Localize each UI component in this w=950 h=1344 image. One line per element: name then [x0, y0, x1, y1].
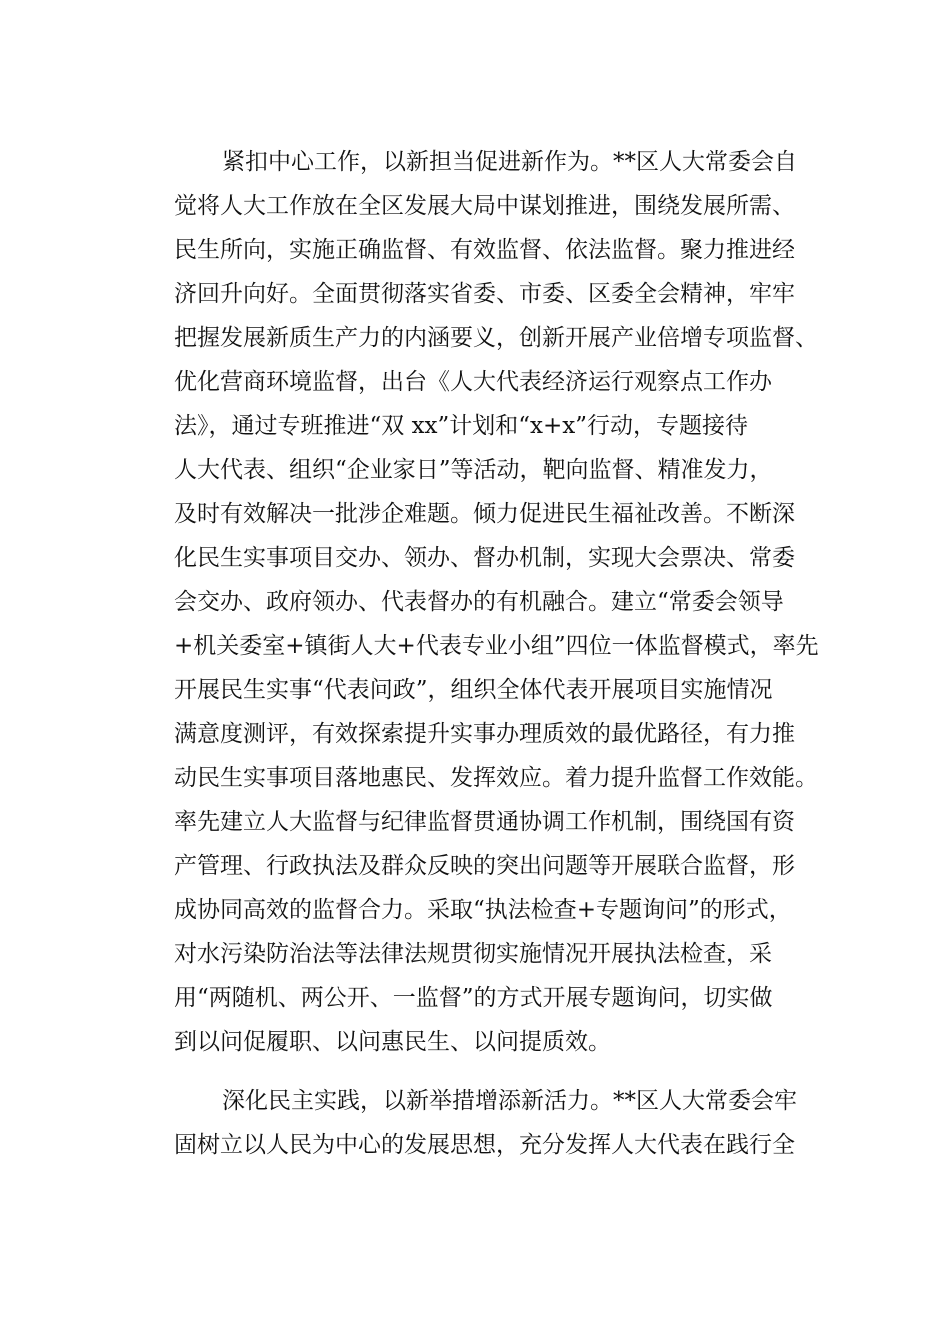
paragraph-line: 深化民主实践，以新举措增添新活力。**区人大常委会牢	[222, 1088, 797, 1114]
paragraph-supervision	[174, 140, 854, 1064]
paragraph-line: +机关委室+镇街人大+代表专业小组”四位一体监督模式，率先	[174, 633, 819, 659]
paragraph-line: 成协同高效的监督合力。采取“执法检查+专题询问”的形式，	[174, 897, 792, 923]
paragraph-line: 率先建立人大监督与纪律监督贯通协调工作机制，围绕国有资	[174, 809, 795, 835]
paragraph-line: 对水污染防治法等法律法规贯彻实施情况开展执法检查，采	[174, 941, 772, 967]
paragraph-line: 人大代表、组织“企业家日”等活动，靶向监督、精准发力，	[174, 457, 773, 483]
paragraph-line: 化民生实事项目交办、领办、督办机制，实现大会票决、常委	[174, 545, 795, 571]
paragraph-line: 动民生实事项目落地惠民、发挥效应。着力提升监督工作效能。	[174, 765, 818, 791]
paragraph-line: 觉将人大工作放在全区发展大局中谋划推进，围绕发展所需、	[174, 193, 795, 219]
paragraph-democracy	[174, 1079, 854, 1167]
paragraph-line: 固树立以人民为中心的发展思想，充分发挥人大代表在践行全	[174, 1132, 795, 1158]
paragraph-line: 紧扣中心工作，以新担当促进新作为。**区人大常委会自	[222, 149, 797, 175]
paragraph-line: 优化营商环境监督，出台《人大代表经济运行观察点工作办	[174, 369, 772, 395]
paragraph-line: 及时有效解决一批涉企难题。倾力促进民生福祉改善。不断深	[174, 501, 795, 527]
paragraph-line: 把握发展新质生产力的内涵要义，创新开展产业倍增专项监督、	[174, 325, 818, 351]
paragraph-line: 开展民生实事“代表问政”，组织全体代表开展项目实施情况	[174, 677, 773, 703]
paragraph-line: 济回升向好。全面贯彻落实省委、市委、区委全会精神，牢牢	[174, 281, 795, 307]
paragraph-line: 产管理、行政执法及群众反映的突出问题等开展联合监督，形	[174, 853, 795, 879]
paragraph-line: 民生所向，实施正确监督、有效监督、依法监督。聚力推进经	[174, 237, 795, 263]
paragraph-line: 法》，通过专班推进“双 xx”计划和“x+x”行动，专题接待	[174, 413, 749, 439]
paragraph-line: 会交办、政府领办、代表督办的有机融合。建立“常委会领导	[174, 589, 784, 615]
paragraph-line: 到以问促履职、以问惠民生、以问提质效。	[174, 1029, 611, 1055]
paragraph-line: 用“两随机、两公开、一监督”的方式开展专题询问，切实做	[174, 985, 773, 1011]
paragraph-line: 满意度测评，有效探索提升实事办理质效的最优路径，有力推	[174, 721, 795, 747]
